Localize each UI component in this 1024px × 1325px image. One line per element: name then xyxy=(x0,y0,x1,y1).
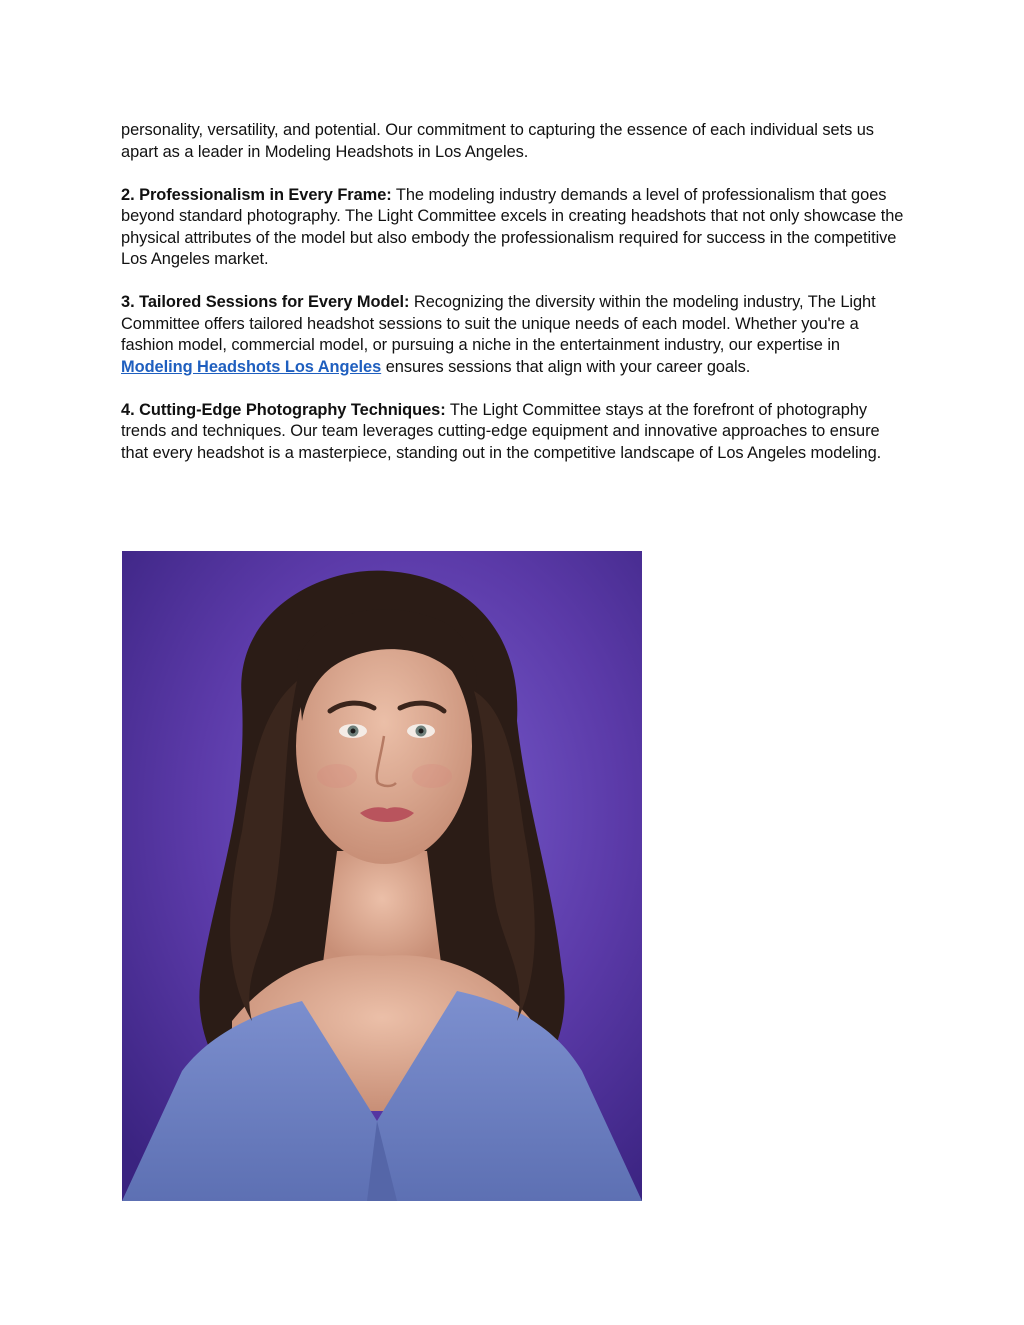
article-body xyxy=(121,120,911,486)
section-tailored-sessions xyxy=(121,292,911,378)
intro-paragraph: personality, versatility, and potential. Our commitment to capturing the essence of each individual sets us apart as a leader in Modeling Headshots in Los Angeles. xyxy=(121,121,874,161)
section-text: Recognizing the diversity within the modeling industry, The Light Committee offers tailored headshot sessions to suit the unique needs of each model. Whether you're a fashion model, commercial model, or pursuing a niche in the entertainment industry, our expertise in xyxy=(121,293,876,354)
section-professionalism xyxy=(121,185,911,271)
section-heading: 4. Cutting-Edge Photography Techniques: xyxy=(121,400,446,419)
section-heading: 3. Tailored Sessions for Every Model: xyxy=(121,293,410,311)
section-text: The modeling industry demands a level of professionalism that goes beyond standard photography. The Light Committee excels in creating headshots that not only showcase the physical attributes of the model but also embody the professionalism required for success in the competitive Los Angeles market. xyxy=(121,185,904,268)
section-text: The Light Committee stays at the forefront of photography trends and techniques. Our team leverages cutting-edge equipment and innovative approaches to ensure that every headshot is a masterpiece, standing out in the competitive landscape of Los Angeles modeling. xyxy=(121,400,882,462)
section-cutting-edge xyxy=(121,400,911,465)
section-heading: 2. Professionalism in Every Frame: xyxy=(121,185,392,204)
headshot-photo xyxy=(122,551,642,1201)
section-text: ensures sessions that align with your career goals. xyxy=(381,357,751,376)
modeling-headshots-link[interactable]: Modeling Headshots Los Angeles xyxy=(121,357,382,376)
